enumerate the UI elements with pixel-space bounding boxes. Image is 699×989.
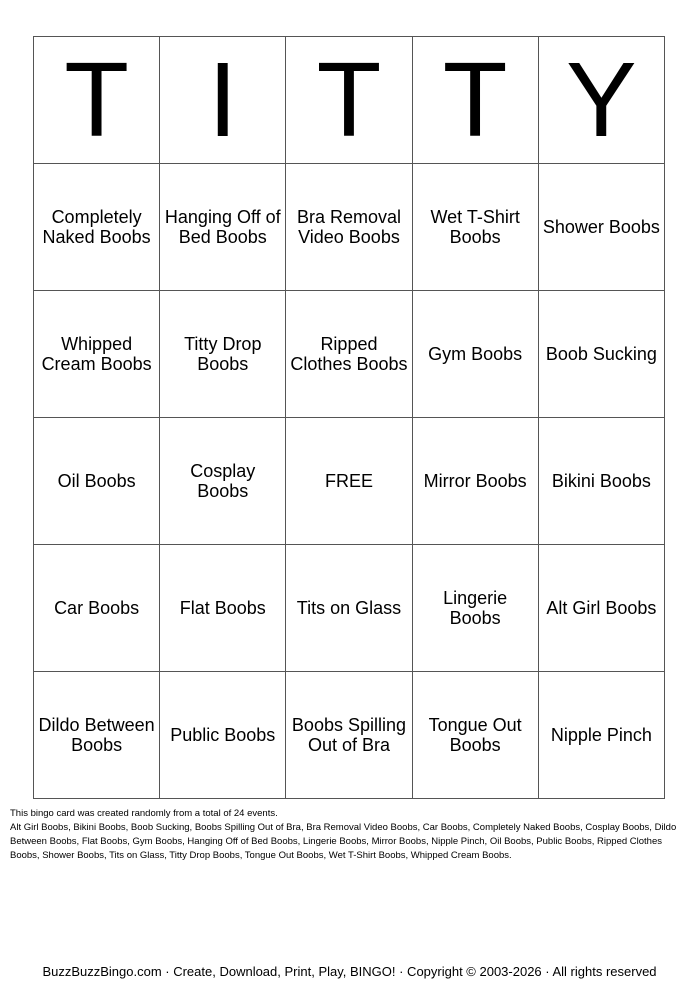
bingo-cell: Public Boobs xyxy=(160,672,286,799)
bingo-cell: Titty Drop Boobs xyxy=(160,291,286,418)
card-row xyxy=(34,291,665,418)
bingo-cell: Oil Boobs xyxy=(34,418,160,545)
bingo-cell: Shower Boobs xyxy=(538,164,664,291)
bingo-cell: Completely Naked Boobs xyxy=(34,164,160,291)
bingo-cell: Whipped Cream Boobs xyxy=(34,291,160,418)
bingo-cell: Hanging Off of Bed Boobs xyxy=(160,164,286,291)
bingo-cell: Cosplay Boobs xyxy=(160,418,286,545)
header-letter: I xyxy=(160,37,286,164)
bingo-cell: Tongue Out Boobs xyxy=(412,672,538,799)
header-letter: Y xyxy=(538,37,664,164)
bingo-cell: Gym Boobs xyxy=(412,291,538,418)
bingo-cell: Boobs Spilling Out of Bra xyxy=(286,672,412,799)
free-cell: FREE xyxy=(286,418,412,545)
bingo-cell: Tits on Glass xyxy=(286,545,412,672)
bingo-cell: Ripped Clothes Boobs xyxy=(286,291,412,418)
card-footnote xyxy=(10,807,690,863)
card-row xyxy=(34,164,665,291)
header-letter: T xyxy=(34,37,160,164)
card-row xyxy=(34,672,665,799)
bingo-cell: Wet T-Shirt Boobs xyxy=(412,164,538,291)
bingo-cell: Bikini Boobs xyxy=(538,418,664,545)
card-row xyxy=(34,545,665,672)
footnote-intro: This bingo card was created randomly from a total of 24 events. xyxy=(10,808,278,819)
bingo-cell: Nipple Pinch xyxy=(538,672,664,799)
bingo-card xyxy=(33,36,665,799)
bingo-cell: Alt Girl Boobs xyxy=(538,545,664,672)
card-row xyxy=(34,418,665,545)
bingo-cell: Bra Removal Video Boobs xyxy=(286,164,412,291)
bingo-cell: Flat Boobs xyxy=(160,545,286,672)
site-footer: BuzzBuzzBingo.com · Create, Download, Print, Play, BINGO! · Copyright © 2003-2026 · All rights reserved xyxy=(42,964,657,979)
bingo-cell: Lingerie Boobs xyxy=(412,545,538,672)
header-row xyxy=(34,37,665,164)
bingo-cell: Car Boobs xyxy=(34,545,160,672)
bingo-cell: Dildo Between Boobs xyxy=(34,672,160,799)
header-letter: T xyxy=(286,37,412,164)
bingo-cell: Boob Sucking xyxy=(538,291,664,418)
bingo-cell: Mirror Boobs xyxy=(412,418,538,545)
footnote-event-list: Alt Girl Boobs, Bikini Boobs, Boob Sucking, Boobs Spilling Out of Bra, Bra Removal Video Boobs, Car Boobs, Completely Naked Boobs, Cosplay Boobs, Dildo Between Boobs, Flat Boobs, Gym Boobs, Hanging Off of Bed Boobs, Lingerie Boobs, Mirror Boobs, Nipple Pinch, Oil Boobs, Public Boobs, Ripped Clothes Boobs, Shower Boobs, Tits on Glass, Titty Drop Boobs, Tongue Out Boobs, Wet T-Shirt Boobs, Whipped Cream Boobs. xyxy=(10,822,677,861)
header-letter: T xyxy=(412,37,538,164)
